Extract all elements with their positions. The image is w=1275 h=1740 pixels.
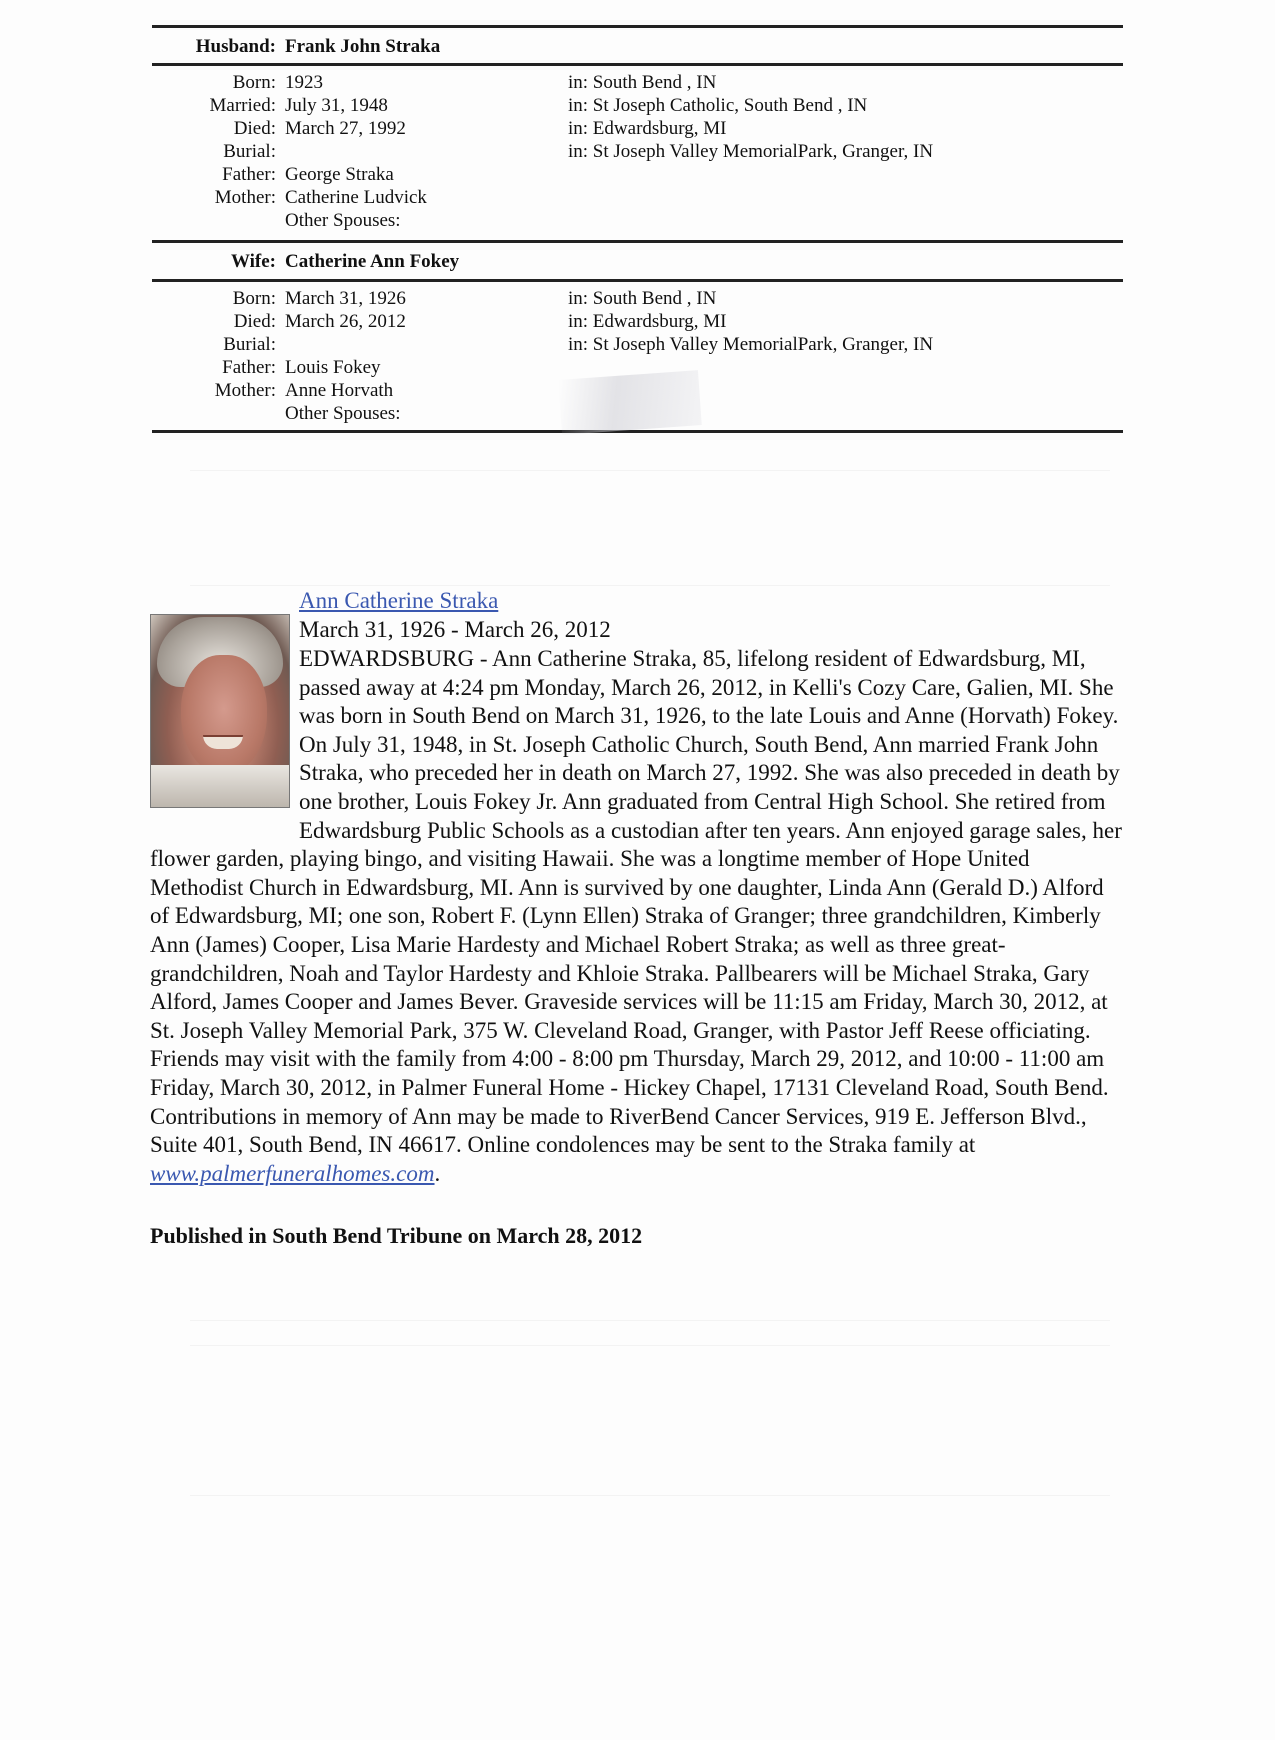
- row-label: Died:: [233, 311, 276, 332]
- row-label: Born:: [232, 72, 276, 93]
- row-value: Other Spouses:: [285, 403, 401, 424]
- row-location: in: Edwardsburg, MI: [568, 118, 727, 139]
- bottom-rule: [152, 430, 1123, 433]
- wife-name: Catherine Ann Fokey: [285, 251, 460, 272]
- row-label: Burial:: [223, 334, 276, 355]
- row-label: Burial:: [223, 141, 276, 162]
- wife-rule: [152, 279, 1123, 282]
- husband-name: Frank John Straka: [285, 36, 441, 57]
- row-value: Louis Fokey: [285, 357, 381, 378]
- top-rule: [152, 25, 1123, 28]
- row-location: in: St Joseph Catholic, South Bend , IN: [568, 95, 868, 116]
- row-location: in: South Bend , IN: [568, 72, 717, 93]
- row-value: March 31, 1926: [285, 288, 406, 309]
- row-label: Father:: [222, 357, 276, 378]
- funeral-home-link[interactable]: www.palmerfuneralhomes.com: [150, 1160, 435, 1186]
- row-value: March 26, 2012: [285, 311, 406, 332]
- row-value: March 27, 1992: [285, 118, 406, 139]
- row-location: in: Edwardsburg, MI: [568, 311, 727, 332]
- row-location: in: St Joseph Valley MemorialPark, Granger, IN: [568, 141, 934, 162]
- row-value: Other Spouses:: [285, 210, 401, 231]
- tape-mark: [558, 370, 701, 435]
- row-label: Born:: [232, 288, 276, 309]
- row-location: in: St Joseph Valley MemorialPark, Granger, IN: [568, 334, 934, 355]
- obituary-body: EDWARDSBURG - Ann Catherine Straka, 85, lifelong resident of Edwardsburg, MI, passed away at 4:24 pm Monday, March 26, 2012, in Kelli's Cozy Care, Galien, MI. She was born in South Bend on March 31, 1926, to the late Louis and Anne (Horvath) Fokey. On July 31, 1948, in St. Joseph Catholic Church, South Bend, Ann married Frank John Straka, who preceded her in death on March 27, 1992. She was also preceded in death by one brother, Louis Fokey Jr. Ann graduated from Central High School. She retired from Edwardsburg Public Schools as a custodian after ten years. Ann enjoyed garage sales, her flower garden, playing bingo, and visiting Hawaii. She was a longtime member of Hope United Methodist Church in Edwardsburg, MI. Ann is survived by one daughter, Linda Ann (Gerald D.) Alford of Edwardsburg, MI; one son, Robert F. (Lynn Ellen) Straka of Granger; three grandchildren, Kimberly Ann (James) Cooper, Lisa Marie Hardesty and Michael Robert Straka; as well as three great-grandchildren, Noah and Taylor Hardesty and Khloie Straka. Pallbearers will be Michael Straka, Gary Alford, James Cooper and James Bever. Graveside services will be 11:15 am Friday, March 30, 2012, at St. Joseph Valley Memorial Park, 375 W. Cleveland Road, Granger, with Pastor Jeff Reese officiating. Friends may visit with the family from 4:00 - 8:00 pm Thursday, March 29, 2012, and 10:00 - 11:00 am Friday, March 30, 2012, in Palmer Funeral Home - Hickey Chapel, 17131 Cleveland Road, South Bend. Contributions in memory of Ann may be made to RiverBend Cancer Services, 919 E. Jefferson Blvd., Suite 401, South Bend, IN 46617. Online condolences may be sent to the Straka family at: [150, 646, 1122, 1158]
- row-label: Mother:: [214, 380, 276, 401]
- husband-label: Husband:: [195, 36, 276, 57]
- row-value: Catherine Ludvick: [285, 187, 427, 208]
- row-label: Father:: [222, 164, 276, 185]
- row-label: Married:: [209, 95, 276, 116]
- row-value: Anne Horvath: [285, 380, 394, 401]
- obituary-text: [150, 645, 1125, 1188]
- row-value: George Straka: [285, 164, 394, 185]
- obituary-name-link[interactable]: Ann Catherine Straka: [299, 588, 499, 613]
- row-value: 1923: [285, 72, 323, 93]
- row-location: in: South Bend , IN: [568, 288, 717, 309]
- wife-top-rule: [152, 240, 1123, 243]
- photo-spacer: [150, 645, 299, 817]
- obituary-dates: March 31, 1926 - March 26, 2012: [299, 617, 611, 642]
- row-value: July 31, 1948: [285, 95, 388, 116]
- husband-rule: [152, 63, 1123, 66]
- publication-note: Published in South Bend Tribune on March 28, 2012: [150, 1223, 643, 1248]
- wife-label: Wife:: [230, 251, 276, 272]
- row-label: Mother:: [214, 187, 276, 208]
- row-label: Died:: [233, 118, 276, 139]
- obituary-body-end: .: [434, 1160, 441, 1186]
